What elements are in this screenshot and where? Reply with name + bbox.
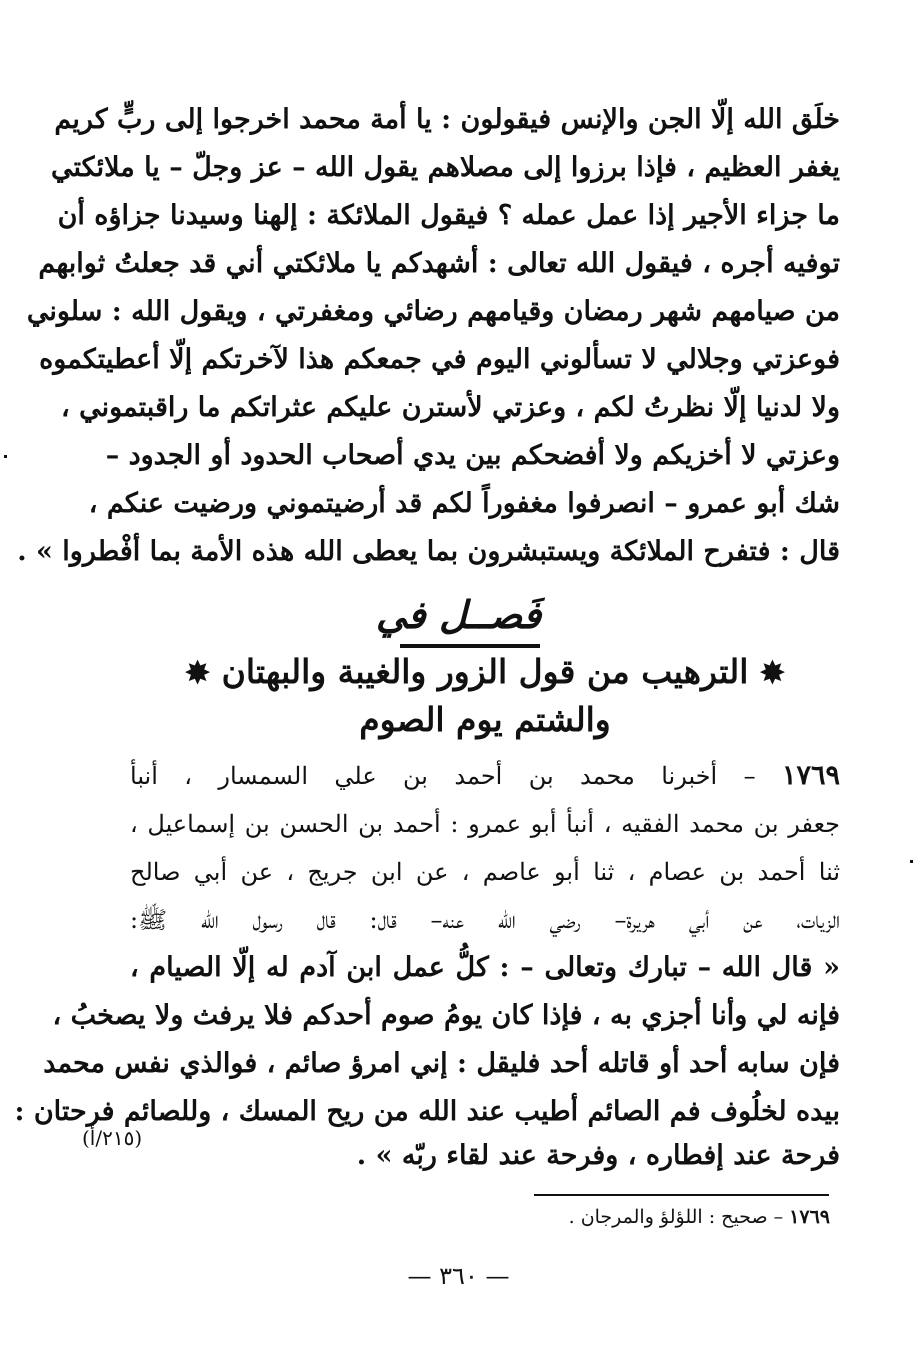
footnote-divider: [534, 1194, 829, 1196]
footnote: [380, 1206, 830, 1228]
section-label: فَصــل في: [375, 592, 542, 637]
star-ornament-icon: ✸: [184, 656, 211, 691]
text-line: فوعزتي وجلالي لا تسألوني اليوم في جمعكم هذا لآخرتكم إلّا أعطيتكموه: [39, 344, 840, 375]
section-title-line1: الترهيب من قول الزور والغيبة والبهتان: [221, 652, 749, 691]
isnad-line: جعفر بن محمد الفقيه ، أنبأ أبو عمرو : أحمد بن الحسن بن إسماعيل ،: [130, 810, 840, 838]
page-number: — ٣٦٠ —: [407, 1262, 510, 1290]
scan-speck: [910, 860, 913, 863]
matn-line: « قال الله – تبارك وتعالى – : كلُّ عمل ابن آدم له إلّا الصيام ،: [130, 952, 840, 983]
scan-speck: [4, 455, 7, 458]
text-line: توفيه أجره ، فيقول الله تعالى : أشهدكم يا ملائكتي أني قد جعلتُ ثوابهم: [38, 248, 840, 279]
manuscript-reference: (٢١٥/أ): [82, 1126, 143, 1150]
section-title-line2: والشتم يوم الصوم: [359, 700, 611, 739]
text-line: من صيامهم شهر رمضان وقيامهم رضائي ومغفرتي ، ويقول الله : سلوني: [26, 296, 840, 327]
text-line: قال : فتفرح الملائكة ويستبشرون بما يعطى الله هذه الأمة بما أفْطروا » .: [17, 536, 840, 567]
text-line: ولا لدنيا إلّا نظرتُ لكم ، وعزتي لأسترن عليكم عثراتكم ما راقبتموني ،: [60, 392, 840, 423]
matn-line: بيده لخلُوف فم الصائم أطيب عند الله من ريح المسك ، وللصائم فرحتان :: [14, 1096, 840, 1127]
text-line: خلَق الله إلّا الجن والإنس فيقولون : يا أمة محمد اخرجوا إلى ربٍّ كريم: [54, 104, 840, 135]
text-line: وعزتي لا أخزيكم ولا أفضحكم بين يدي أصحاب الحدود أو الجدود –: [105, 440, 840, 471]
matn-line: فإنه لي وأنا أجزي به ، فإذا كان يومُ صوم أحدكم فلا يرفث ولا يصخبُ ،: [52, 1000, 840, 1031]
isnad-line: الزيات، عن أبي هريرة– رضي الله عنه– قال: قال رسول الله ﷺ:: [130, 906, 840, 934]
text-line: يغفر العظيم ، فإذا برزوا إلى مصلاهم يقول الله – عز وجلّ – يا ملائكتي: [51, 152, 840, 183]
hadith-number: ١٧٦٩: [781, 760, 840, 791]
text-line: ما جزاء الأجير إذا عمل عمله ؟ فيقول الملائكة : إلهنا وسيدنا جزاؤه أن: [57, 200, 840, 231]
footnote-text: – صحيح : اللؤلؤ والمرجان .: [568, 1206, 784, 1228]
isnad-first-line: – أخبرنا محمد بن أحمد بن علي السمسار ، أنبأ: [130, 762, 756, 790]
matn-line: فإن سابه أحد أو قاتله أحد فليقل : إني امرؤ صائم ، فوالذي نفس محمد: [43, 1048, 840, 1079]
star-ornament-icon: ✸: [759, 656, 786, 691]
section-title: [130, 648, 840, 698]
matn-line: فرحة عند إفطاره ، وفرحة عند لقاء ربّه » .: [356, 1140, 840, 1171]
isnad-line: [130, 754, 840, 798]
footnote-number: ١٧٦٩: [789, 1206, 830, 1228]
isnad-line: ثنا أحمد بن عصام ، ثنا أبو عاصم ، عن ابن جريج ، عن أبي صالح: [130, 858, 840, 886]
text-line: شك أبو عمرو – انصرفوا مغفوراً لكم قد أرضيتموني ورضيت عنكم ،: [88, 488, 840, 519]
